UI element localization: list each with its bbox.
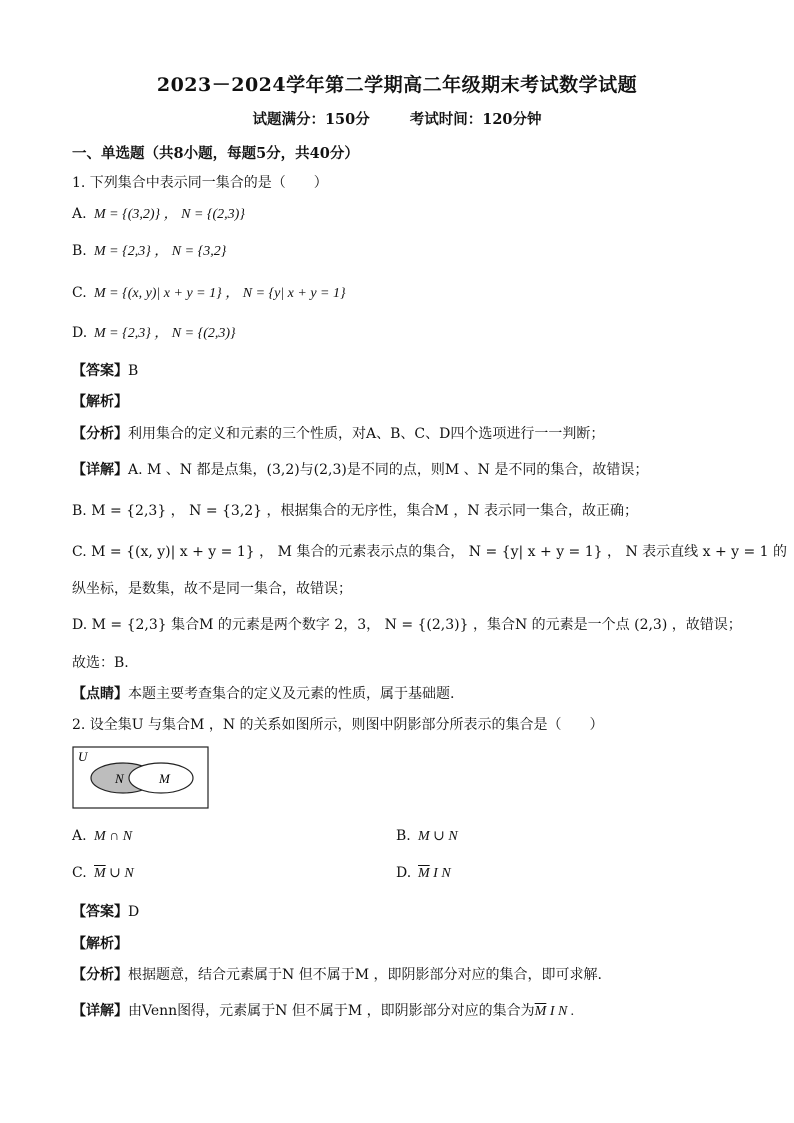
option-label: A. xyxy=(72,206,87,222)
fenxi-tag: 【分析】 xyxy=(72,967,128,983)
page-title: 2023－2024学年第二学期高二年级期末考试数学试题 xyxy=(156,74,638,96)
q1-choose: 故选：B. xyxy=(72,655,129,671)
full-score: 试题满分：150分 xyxy=(252,111,370,128)
answer-tag: 【答案】 xyxy=(72,363,128,379)
option-text: M = {2,3} ， N = {3,2} xyxy=(94,244,227,259)
section-heading: 一、单选题（共8小题，每题5分，共40分） xyxy=(72,145,359,162)
q1-analysis-tag: 【解析】 xyxy=(72,394,128,410)
detail-text: A. M 、N 都是点集，(3,2)与(2,3)是不同的点，则M 、N 是不同的集合，故错误； xyxy=(128,462,649,478)
q2-analysis-tag: 【解析】 xyxy=(72,936,128,952)
answer-value: D xyxy=(128,904,140,920)
detail-text: 由Venn图得，元素属于N 但不属于M ，即阴影部分对应的集合为 xyxy=(128,1003,535,1019)
q2-option-a xyxy=(72,828,132,845)
option-label: B. xyxy=(396,828,411,844)
option-label: D. xyxy=(396,865,412,881)
option-text: ∪ N xyxy=(105,866,134,881)
option-text: M = {(x, y)| x + y = 1} ， N = {y| x + y = 1} xyxy=(94,286,346,301)
answer-tag: 【答案】 xyxy=(72,904,128,920)
q1-stem: 1. 下列集合中表示同一集合的是（ ） xyxy=(72,175,328,191)
fenxi-tag: 【分析】 xyxy=(72,426,128,442)
option-label: B. xyxy=(72,243,87,259)
q2-option-d xyxy=(396,865,451,882)
q1-option-c xyxy=(72,282,346,302)
dianjing-tag: 【点睛】 xyxy=(72,686,128,702)
option-label: D. xyxy=(72,325,88,341)
set-m-label: M xyxy=(159,771,170,786)
q2-stem: 2. 设全集U 与集合M ，N 的关系如图所示，则图中阴影部分所表示的集合是（ ） xyxy=(72,717,604,733)
q2-option-b xyxy=(396,828,458,845)
q1-detail-a xyxy=(72,459,648,479)
set-n-label: N xyxy=(115,771,124,786)
q1-fenxi xyxy=(72,423,604,443)
dianjing-text: 本题主要考查集合的定义及元素的性质，属于基础题. xyxy=(128,686,455,702)
universe-label: U xyxy=(78,749,88,764)
fenxi-text: 利用集合的定义和元素的三个性质，对A、B、C、D四个选项进行一一判断； xyxy=(128,426,605,442)
option-label: C. xyxy=(72,865,87,881)
complement-symbol: $\overline{M}$ xyxy=(418,866,430,881)
q2-option-c xyxy=(72,865,134,882)
detail-text-end: I N . xyxy=(546,1004,575,1019)
q1-option-a xyxy=(72,203,245,223)
answer-value: B xyxy=(128,363,139,379)
option-text: I N xyxy=(429,866,451,881)
venn-diagram xyxy=(72,746,210,810)
option-text: M ∩ N xyxy=(94,829,133,844)
option-label: C. xyxy=(72,285,87,301)
q1-detail-d: D. M = {2,3} 集合M 的元素是两个数字 2，3， N = {(2,3)} ，集合N 的元素是一个点 (2,3) ，故错误； xyxy=(72,617,742,633)
exam-info xyxy=(0,108,794,129)
q1-detail-c1: C. M = {(x, y)| x + y = 1} ， M 集合的元素表示点的集合， N = {y| x + y = 1} ， N 表示直线 x + y = 1 的 xyxy=(72,544,788,560)
q2-detail xyxy=(72,1000,574,1020)
option-text: M = {(3,2)} ， N = {(2,3)} xyxy=(94,207,245,222)
option-text: M ∪ N xyxy=(418,829,458,844)
fenxi-text: 根据题意，结合元素属于N 但不属于M ，即阴影部分对应的集合，即可求解. xyxy=(128,967,602,983)
q1-detail-b: B. M = {2,3} ， N = {3,2} ，根据集合的无序性，集合M ，N 表示同一集合，故正确； xyxy=(72,503,639,519)
option-text: M = {2,3} ， N = {(2,3)} xyxy=(94,326,236,341)
q1-detail-c2: 纵坐标，是数集，故不是同一集合，故错误； xyxy=(72,581,352,597)
q1-dianjing xyxy=(72,683,454,703)
complement-symbol: $\overline{M}$ xyxy=(534,1004,547,1019)
q2-answer xyxy=(72,901,139,921)
q1-option-b xyxy=(72,240,226,260)
q2-fenxi xyxy=(72,964,602,984)
q1-answer xyxy=(72,360,138,380)
detail-tag: 【详解】 xyxy=(72,462,128,478)
option-label: A. xyxy=(72,828,87,844)
exam-time: 考试时间：120分钟 xyxy=(409,111,542,128)
complement-symbol: $\overline{M}$ xyxy=(94,866,106,881)
q1-option-d xyxy=(72,322,236,342)
detail-tag: 【详解】 xyxy=(72,1003,128,1019)
